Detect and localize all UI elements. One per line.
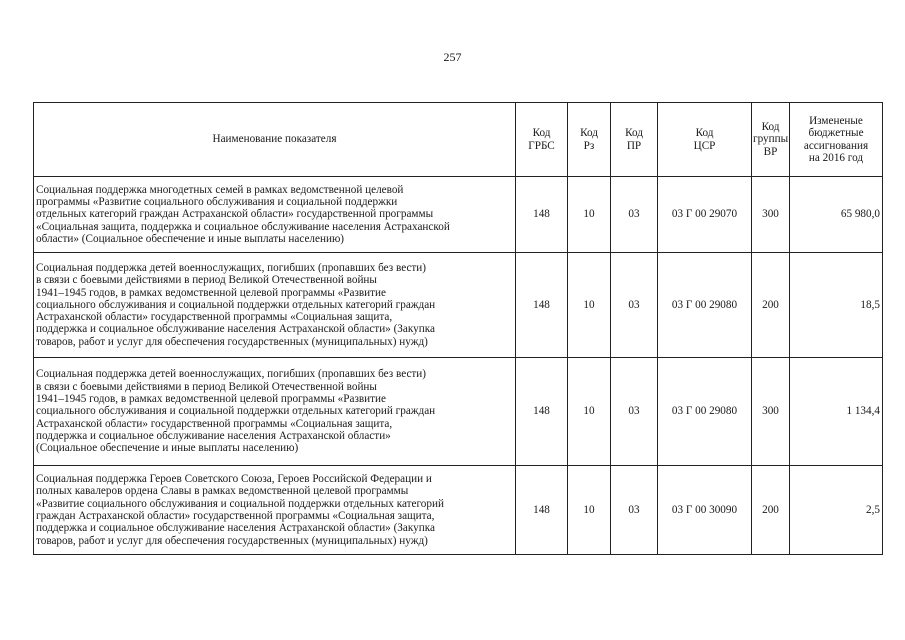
row-amount: 18,5 — [790, 253, 883, 358]
row-name: Социальная поддержка детей военнослужащих, погибших (пропавших без вести) в связи с боевыми действиями в период Великой Отечественной войны 1941–1945 годов, в рамках ведомственной целевой программы «Развитие социального обслуживания и социальной поддержки отдельных категорий граждан Астраханской области» государственной программы «Социальная защита, поддержка и социальное обслуживание населения Астраханской области» (Закупка товаров, работ и услуг для обеспечения государственных (муниципальных) нужд) — [34, 253, 516, 358]
table-row — [34, 177, 883, 253]
row-amount: 1 134,4 — [790, 358, 883, 466]
table-row — [34, 358, 883, 466]
row-rz: 10 — [568, 466, 611, 555]
row-pr: 03 — [611, 177, 658, 253]
table-row — [34, 466, 883, 555]
row-rz: 10 — [568, 253, 611, 358]
row-name: Социальная поддержка многодетных семей в рамках ведомственной целевой программы «Развитие социального обслуживания и социальной поддержки отдельных категорий граждан Астраханской области» государственной программы «Социальная защита, поддержка и социальное обслуживание населения Астраханской области» (Социальное обеспечение и иные выплаты населению) — [34, 177, 516, 253]
header-csr: Код ЦСР — [658, 103, 752, 177]
row-name: Социальная поддержка Героев Советского Союза, Героев Российской Федерации и полных кавалеров ордена Славы в рамках ведомственной целевой программы «Развитие социального обслуживания и социальной поддержки отдельных категорий граждан Астраханской области» государственной программы «Социальная защита, поддержка и социальное обслуживание населения Астраханской области» (Закупка товаров, работ и услуг для обеспечения государственных (муниципальных) нужд) — [34, 466, 516, 555]
header-vr: Код группы ВР — [752, 103, 790, 177]
budget-table — [33, 102, 883, 555]
row-vr: 300 — [752, 358, 790, 466]
row-csr: 03 Г 00 29080 — [658, 358, 752, 466]
row-vr: 300 — [752, 177, 790, 253]
table-row — [34, 253, 883, 358]
row-grbs: 148 — [516, 466, 568, 555]
row-rz: 10 — [568, 358, 611, 466]
row-vr: 200 — [752, 466, 790, 555]
row-amount: 65 980,0 — [790, 177, 883, 253]
header-amount: Измененые бюджетные ассигнования на 2016 год — [790, 103, 883, 177]
header-row — [34, 103, 883, 177]
row-pr: 03 — [611, 358, 658, 466]
row-grbs: 148 — [516, 358, 568, 466]
row-pr: 03 — [611, 466, 658, 555]
row-grbs: 148 — [516, 253, 568, 358]
header-rz: Код Рз — [568, 103, 611, 177]
row-csr: 03 Г 00 29080 — [658, 253, 752, 358]
row-csr: 03 Г 00 29070 — [658, 177, 752, 253]
page-number: 257 — [443, 50, 462, 64]
header-name: Наименование показателя — [34, 103, 516, 177]
row-csr: 03 Г 00 30090 — [658, 466, 752, 555]
row-rz: 10 — [568, 177, 611, 253]
row-vr: 200 — [752, 253, 790, 358]
header-grbs: Код ГРБС — [516, 103, 568, 177]
row-amount: 2,5 — [790, 466, 883, 555]
row-pr: 03 — [611, 253, 658, 358]
row-name: Социальная поддержка детей военнослужащих, погибших (пропавших без вести) в связи с боевыми действиями в период Великой Отечественной войны 1941–1945 годов, в рамках ведомственной целевой программы «Развитие социального обслуживания и социальной поддержки отдельных категорий граждан Астраханской области» государственной программы «Социальная защита, поддержка и социальное обслуживание населения Астраханской области» (Социальное обеспечение и иные выплаты населению) — [34, 358, 516, 466]
row-grbs: 148 — [516, 177, 568, 253]
header-pr: Код ПР — [611, 103, 658, 177]
